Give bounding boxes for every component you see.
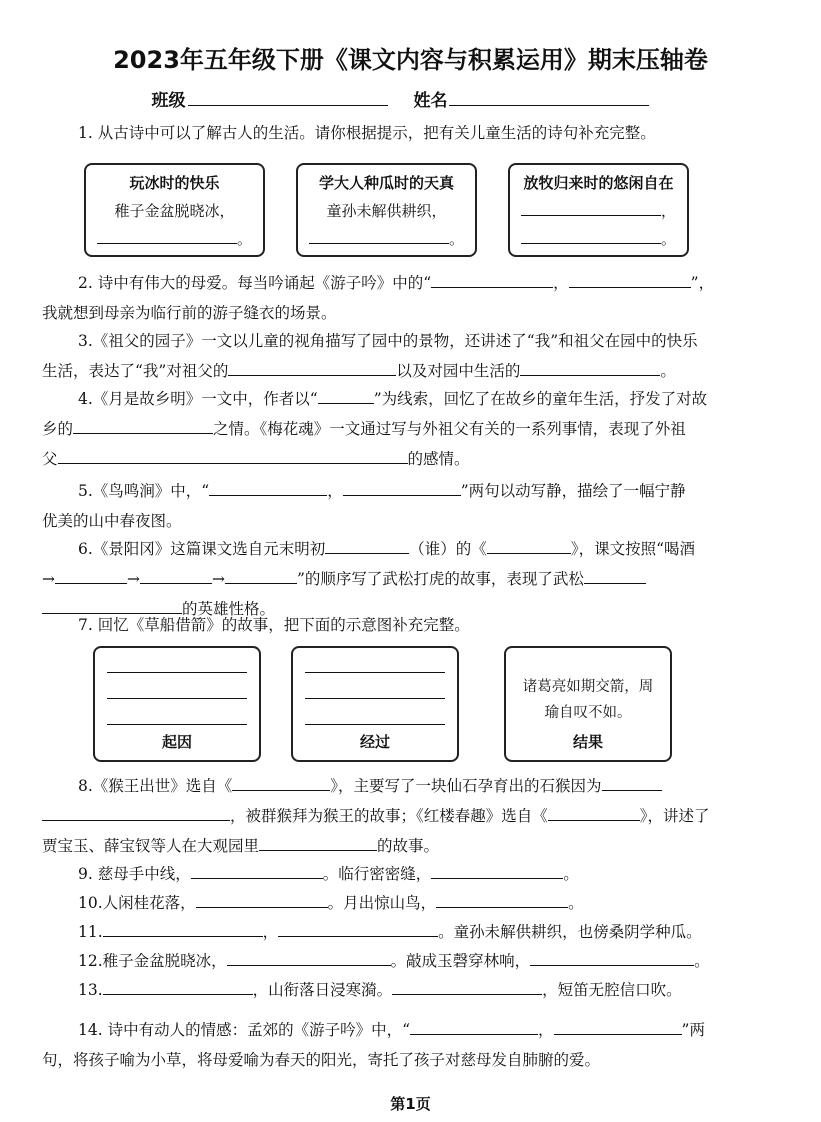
q4-blank-clue[interactable]: [318, 387, 374, 404]
q3-blank-1[interactable]: [228, 359, 396, 376]
question-2: 2. 诗中有伟大的母爱。每当吟诵起《游子吟》中的“ ， ”， 我就想到母亲为临行前的游子缝衣的场景。: [42, 268, 718, 328]
q7-result-label: 结果: [572, 733, 603, 751]
q8-blank-2a[interactable]: [602, 774, 662, 791]
page-number: 第1页: [390, 1095, 431, 1113]
q8-blank-2b[interactable]: [42, 804, 230, 821]
q8-blank-3[interactable]: [548, 804, 640, 821]
q7-cause-line[interactable]: [107, 724, 247, 725]
q1-box-melon: 学大人种瓜时的天真 童孙未解供耕织， 。: [296, 163, 477, 257]
q6-blank-book[interactable]: [487, 537, 571, 554]
q1-box-blank[interactable]: [521, 229, 661, 244]
q5-blank-1[interactable]: [209, 479, 327, 496]
question-5: 5.《鸟鸣涧》中，“ ， ”两句以动写静，描绘了一幅宁静 优美的山中春夜图。: [42, 476, 718, 536]
q13-blank-2[interactable]: [392, 978, 542, 995]
q12-blank-1[interactable]: [227, 949, 391, 966]
q1-box-blank[interactable]: [309, 229, 449, 244]
q1-box-heading: 玩冰时的快乐: [129, 174, 220, 192]
q2-blank-1[interactable]: [431, 271, 553, 288]
student-info-line: [0, 86, 821, 111]
q2-blank-2[interactable]: [569, 271, 691, 288]
q4-blank-grandfather[interactable]: [58, 447, 408, 464]
q7-result-text: 诸葛亮如期交箭，周瑜自叹不如。: [522, 679, 654, 721]
question-11: 11. ， 。童孙未解供耕织，也傍桑阴学种瓜。: [42, 917, 718, 947]
question-13: 13. ，山衔落日浸寒漪。 ，短笛无腔信口吹。: [42, 975, 718, 1005]
question-4: 4.《月是故乡明》一文中，作者以“ ”为线索，回忆了在故乡的童年生活，抒发了对故 乡的 之情。《梅花魂》一文通过写与外祖父有关的一系列事情，表现了外祖 父 的感情。: [42, 384, 718, 474]
q10-blank-2[interactable]: [436, 891, 568, 908]
q7-process-line[interactable]: [305, 698, 445, 699]
q13-blank-1[interactable]: [103, 978, 253, 995]
q9-blank-2[interactable]: [431, 862, 563, 879]
question-9: 9. 慈母手中线， 。临行密密缝， 。: [42, 859, 718, 889]
q12-blank-2[interactable]: [530, 949, 694, 966]
q6-blank-step-2[interactable]: [140, 567, 212, 584]
q7-cause-line[interactable]: [107, 698, 247, 699]
q9-blank-1[interactable]: [191, 862, 323, 879]
q7-cause-label: 起因: [161, 733, 192, 751]
q1-box-blank[interactable]: [521, 201, 661, 216]
q7-process-box: [291, 646, 459, 762]
q10-blank-1[interactable]: [196, 891, 328, 908]
q4-blank-feeling[interactable]: [73, 417, 213, 434]
question-7: 7. 回忆《草船借箭》的故事，把下面的示意图补充完整。: [78, 616, 470, 634]
q11-blank-1[interactable]: [103, 920, 263, 937]
q6-blank-step-1[interactable]: [55, 567, 127, 584]
q8-blank-4[interactable]: [259, 834, 377, 851]
q6-blank-step-3[interactable]: [225, 567, 297, 584]
q1-box-heading: 放牧归来时的悠闲自在: [523, 174, 674, 192]
q14-blank-2[interactable]: [554, 1018, 682, 1035]
name-input[interactable]: [449, 91, 649, 106]
name-label: 姓名: [413, 91, 448, 111]
q7-result-box: [504, 646, 672, 762]
q7-cause-box: [93, 646, 261, 762]
q8-blank-1[interactable]: [232, 774, 330, 791]
q6-blank-trait-a[interactable]: [584, 567, 646, 584]
q1-box-heading: 学大人种瓜时的天真: [318, 174, 454, 192]
class-input[interactable]: [188, 91, 388, 106]
q1-box-herding: 放牧归来时的悠闲自在 ， 。: [508, 163, 689, 257]
class-label: 班级: [151, 91, 186, 111]
q1-box-blank[interactable]: [97, 229, 237, 244]
q6-blank-author[interactable]: [325, 537, 409, 554]
question-3: 3.《祖父的园子》一文以儿童的视角描写了园中的景物，还讲述了“我”和祖父在园中的快乐 生活，表达了“我”对祖父的 以及对园中生活的 。: [42, 332, 698, 380]
q11-blank-2[interactable]: [278, 920, 438, 937]
question-12: 12.稚子金盆脱晓冰， 。敲成玉磬穿林响， 。: [42, 946, 718, 976]
question-1: [42, 118, 718, 148]
q5-blank-2[interactable]: [343, 479, 461, 496]
q7-process-line[interactable]: [305, 724, 445, 725]
q7-cause-line[interactable]: [107, 672, 247, 673]
q1-box-line: 童孙未解供耕织，: [326, 202, 447, 220]
question-6: 6.《景阳冈》这篇课文选自元末明初 （谁）的《 》，课文按照“喝酒 → → → ”的顺序写了武松打虎的故事，表现了武松 的英雄性格。: [42, 534, 718, 624]
q7-process-line[interactable]: [305, 672, 445, 673]
question-10: 10.人闲桂花落， 。月出惊山鸟， 。: [42, 888, 718, 918]
q1-box-line: 稚子金盆脱晓冰，: [114, 202, 235, 220]
question-8: 8.《猴王出世》选自《 》，主要写了一块仙石孕育出的石猴因为 ，被群猴拜为猴王的故事；《红楼春趣》选自《 》，讲述了 贾宝玉、薛宝钗等人在大观园里 的故事。: [42, 771, 718, 861]
q14-blank-1[interactable]: [410, 1018, 538, 1035]
page-title: 2023年五年级下册《课文内容与积累运用》期末压轴卷: [113, 46, 708, 74]
q7-process-label: 经过: [359, 733, 390, 751]
q3-blank-2[interactable]: [520, 359, 660, 376]
question-1-text: 1. 从古诗中可以了解古人的生活。请你根据提示，把有关儿童生活的诗句补充完整。: [78, 124, 656, 142]
q1-box-ice: 玩冰时的快乐 稚子金盆脱晓冰， 。: [84, 163, 265, 257]
question-14: 14. 诗中有动人的情感：孟郊的《游子吟》中，“ ， ”两 句，将孩子喻为小草，将母爱喻为春天的阳光，寄托了孩子对慈母发自肺腑的爱。: [42, 1015, 718, 1075]
